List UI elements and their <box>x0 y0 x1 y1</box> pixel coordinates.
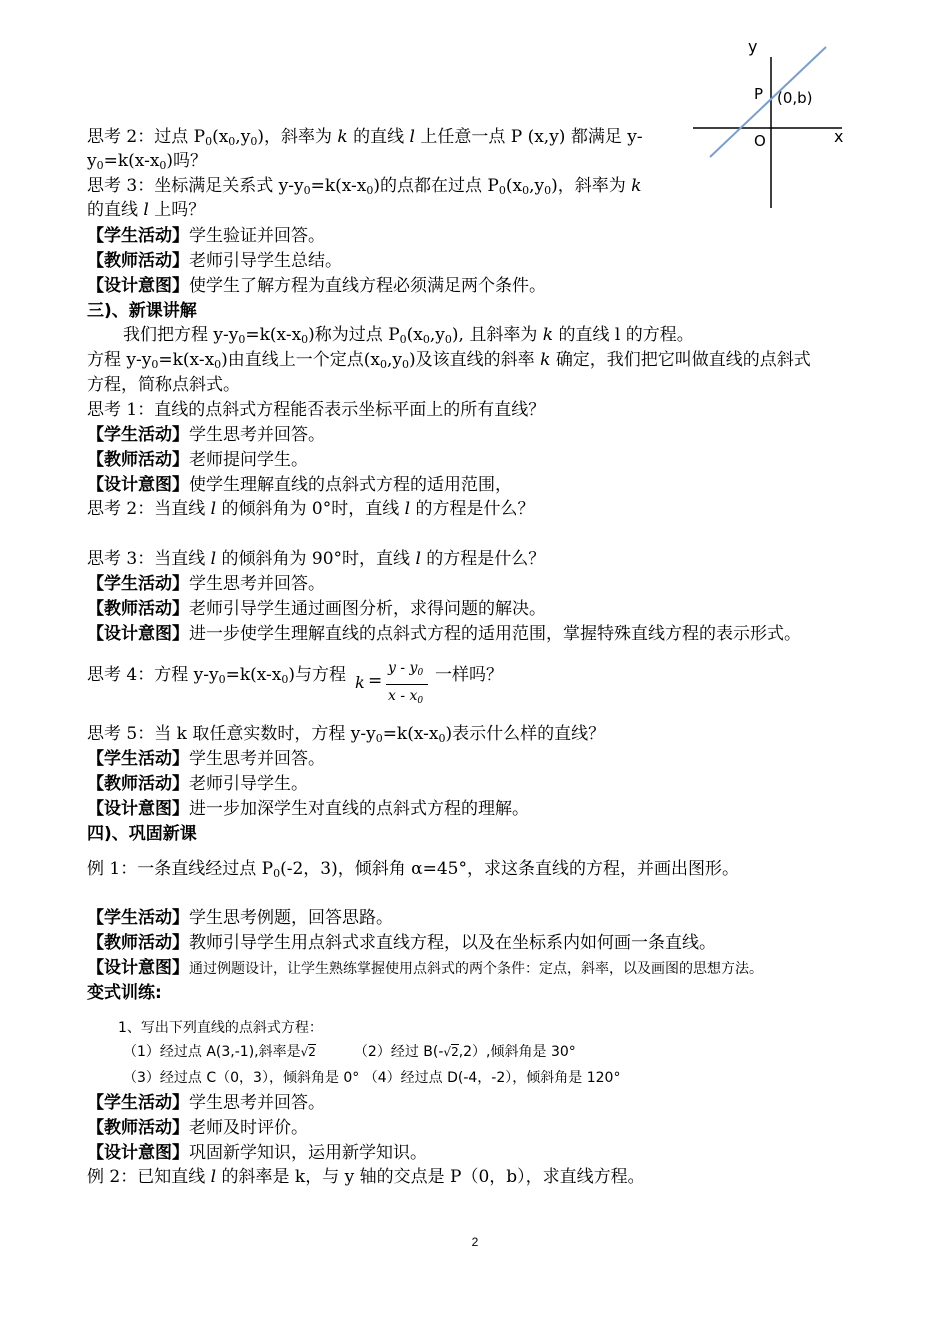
teacher-activity-1: 【教师活动】老师引导学生总结。 <box>87 251 342 271</box>
origin-label: O <box>754 132 766 150</box>
variation-item-1: 1、写出下列直线的点斜式方程： <box>118 1020 323 1036</box>
design-intent-5: 【设计意图】通过例题设计，让学生熟练掌握使用点斜式的两个条件：定点，斜率，以及画图的思想方法。 <box>87 958 763 978</box>
think2-line2: $y_0=k(x-x_0)$吗？ <box>87 151 208 172</box>
x-axis-label: x <box>834 127 844 146</box>
fraction-numerator: y - $y_0$ <box>388 660 424 678</box>
sqrt-symbol: √2 <box>300 1045 316 1059</box>
teacher-activity-2: 【教师活动】老师提问学生。 <box>87 450 308 470</box>
teacher-activity-4: 【教师活动】老师引导学生。 <box>87 774 308 794</box>
example-2: 例 2：已知直线 l 的斜率是 k，与 y 轴的交点是 P（0，b），求直线方程。 <box>87 1167 645 1187</box>
sqrt-symbol: √2 <box>443 1045 459 1059</box>
design-intent-4: 【设计意图】进一步加深学生对直线的点斜式方程的理解。 <box>87 799 529 819</box>
think3-line2: 的直线 l 上吗？ <box>87 200 206 220</box>
question-1: 思考 1：直线的点斜式方程能否表示坐标平面上的所有直线？ <box>87 400 546 420</box>
student-activity-1: 【学生活动】学生验证并回答。 <box>87 226 325 246</box>
section-3-heading: 三)、新课讲解 <box>87 301 197 321</box>
question-4: 思考 4：方程 $y-y_0=k(x-x_0)$与方程 <box>87 665 347 686</box>
design-intent-3: 【设计意图】进一步使学生理解直线的点斜式方程的适用范围，掌握特殊直线方程的表示形式。 <box>87 624 801 644</box>
fraction-denominator: x - $x_0$ <box>388 688 424 706</box>
question-2: 思考 2：当直线 l 的倾斜角为 0°时，直线 l 的方程是什么？ <box>87 499 535 519</box>
fraction-k: k <box>355 673 365 692</box>
fraction-bar <box>386 684 428 685</box>
student-activity-6: 【学生活动】学生思考并回答。 <box>87 1093 325 1113</box>
variation-item-3: （3）经过点 C（0，3），倾斜角是 0° （4）经过点 D(-4，-2），倾斜角是 120° <box>123 1070 621 1086</box>
section-4-heading: 四)、巩固新课 <box>87 824 197 844</box>
variation-item-2: （1）经过点 A(3,-1),斜率是√2 （2）经过 B(-√2,2）,倾斜角是 30° <box>123 1040 576 1064</box>
teacher-activity-3: 【教师活动】老师引导学生通过画图分析，求得问题的解决。 <box>87 599 546 619</box>
fraction-formula <box>355 660 435 710</box>
question-4-end: 一样吗？ <box>435 665 503 685</box>
teacher-activity-6: 【教师活动】老师及时评价。 <box>87 1118 308 1138</box>
student-activity-2: 【学生活动】学生思考并回答。 <box>87 425 325 445</box>
y-axis-label: y <box>748 37 758 56</box>
design-intent-6: 【设计意图】巩固新学知识，运用新学知识。 <box>87 1143 427 1163</box>
question-3: 思考 3：当直线 l 的倾斜角为 90°时，直线 l 的方程是什么？ <box>87 549 546 569</box>
point-label: P <box>754 85 764 103</box>
student-activity-4: 【学生活动】学生思考并回答。 <box>87 749 325 769</box>
student-activity-3: 【学生活动】学生思考并回答。 <box>87 574 325 594</box>
page-number: 2 <box>471 1235 479 1249</box>
design-intent-1: 【设计意图】使学生了解方程为直线方程必须满足两个条件。 <box>87 276 546 296</box>
think2-line1: 思考 2：过点 $P_0(x_0,y_0)$，斜率为 k 的直线 l 上任意一点 P (x,y) 都满足 y- <box>87 127 643 148</box>
question-5: 思考 5：当 k 取任意实数时，方程 $y-y_0=k(x-x_0)$表示什么样的直线？ <box>87 724 606 745</box>
teacher-activity-5: 【教师活动】教师引导学生用点斜式求直线方程，以及在坐标系内如何画一条直线。 <box>87 933 716 953</box>
variation-training-heading: 变式训练: <box>87 983 162 1003</box>
para-2-line1: 方程 $y-y_0=k(x-x_0)$由直线上一个定点$(x_0,y_0)$及该直线的斜率 k 确定，我们把它叫做直线的点斜式 <box>87 350 811 371</box>
design-intent-2: 【设计意图】使学生理解直线的点斜式方程的适用范围， <box>87 475 512 495</box>
para-1: 我们把方程 $y-y_0=k(x-x_0)$称为过点 $P_0(x_0,y_0)$, 且斜率为 k 的直线 l 的方程。 <box>123 325 694 346</box>
point-coord-label: (0,b) <box>777 89 813 107</box>
para-2-line2: 方程，简称点斜式。 <box>87 375 240 395</box>
example-1: 例 1：一条直线经过点 $P_0(-2$，3)，倾斜角 α=45°，求这条直线的方程，并画出图形。 <box>87 859 739 880</box>
coordinate-graph <box>690 35 860 215</box>
think3-line1: 思考 3：坐标满足关系式 $y-y_0=k(x-x_0)$的点都在过点 $P_0(x_0,y_0)$，斜率为 k <box>87 176 642 197</box>
fraction-eq: = <box>368 671 383 691</box>
student-activity-5: 【学生活动】学生思考例题，回答思路。 <box>87 908 393 928</box>
